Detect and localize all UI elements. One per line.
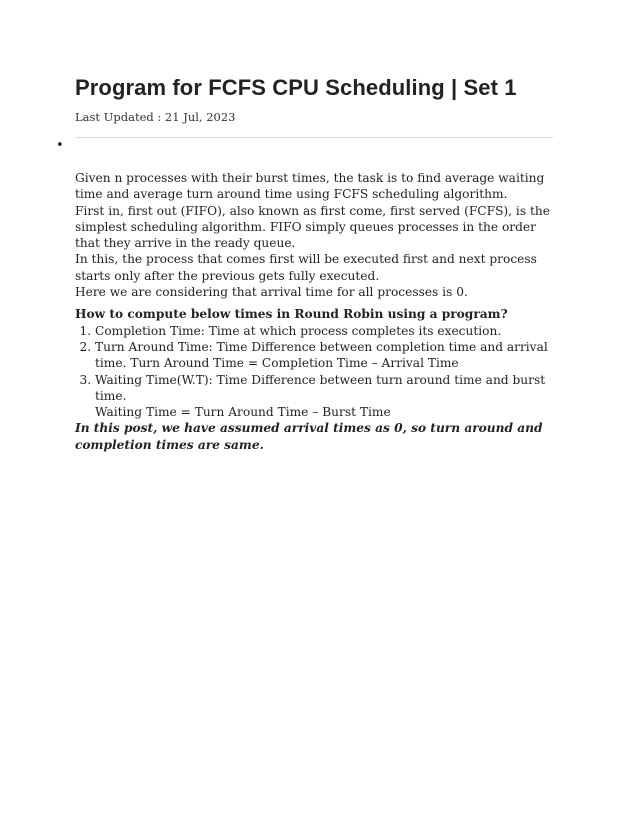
page-title: Program for FCFS CPU Scheduling | Set 1 [75, 75, 517, 100]
list-item [95, 323, 560, 339]
list-item [95, 372, 560, 421]
list-item [95, 339, 560, 372]
paragraph: Given n processes with their burst times, the task is to find average waiting time and average turn around time using FCFS scheduling algorithm. [75, 171, 545, 202]
last-updated: Last Updated : 21 Jul, 2023 [75, 110, 236, 124]
note: In this post, we have assumed arrival times as 0, so turn around and completion times are same. [75, 421, 543, 452]
article [56, 74, 560, 452]
section-heading: How to compute below times in Round Robin using a program? [75, 307, 508, 322]
paragraph: Here we are considering that arrival time for all processes is 0. [75, 285, 468, 300]
paragraph: First in, first out (FIFO), also known as first come, first served (FCFS), is the simplest scheduling algorithm. FIFO simply queues processes in the order that they arrive in the ready queue. [75, 203, 550, 251]
steps-list [75, 323, 560, 421]
article-body [75, 170, 560, 453]
list-item-text: Waiting Time(W.T): Time Difference between turn around time and burst time. [95, 372, 546, 403]
bullet-icon: • [56, 138, 64, 153]
list-item-text: Completion Time: Time at which process completes its execution. [95, 323, 502, 338]
paragraph: In this, the process that comes first will be executed first and next process starts only after the previous gets fully executed. [75, 252, 537, 283]
list-item-text: Turn Around Time: Time Difference between completion time and arrival time. Turn Around Time = Completion Time – Arrival Time [95, 339, 548, 371]
formula: Waiting Time = Turn Around Time – Burst Time [95, 405, 391, 420]
divider [75, 137, 553, 138]
